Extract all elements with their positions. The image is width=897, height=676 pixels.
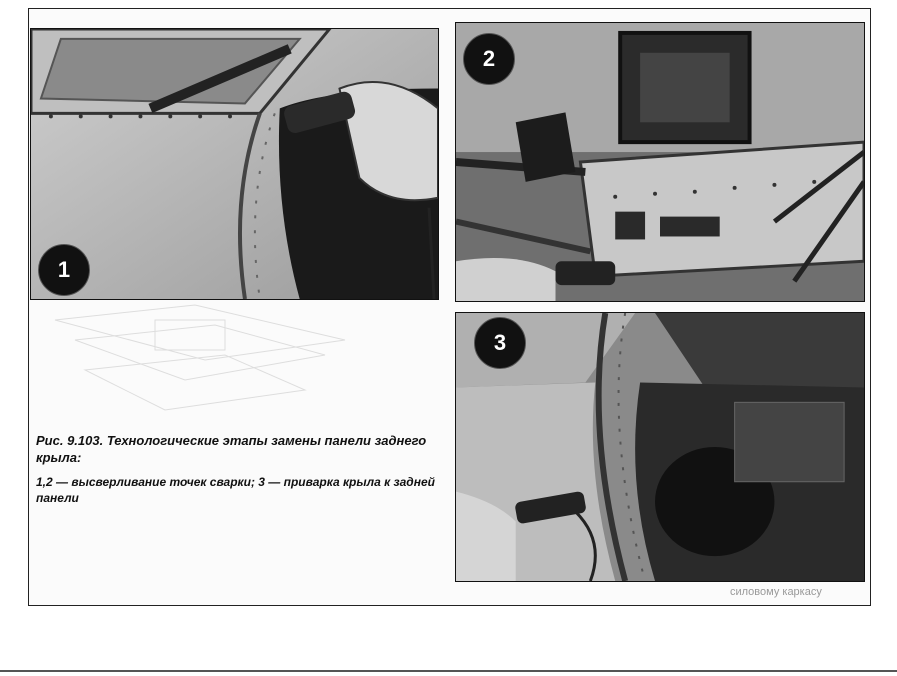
photo-panel-1 [30, 28, 439, 300]
bleed-through-drawing [45, 300, 355, 420]
photo-1-image [31, 29, 438, 299]
panel-number-badge: 2 [463, 33, 515, 85]
panel-number-badge: 3 [474, 317, 526, 369]
photo-panel-2 [455, 22, 865, 302]
bleed-through-text: силовому каркасу [730, 586, 822, 598]
caption-title: Рис. 9.103. Технологические этапы замены панели заднего крыла: [36, 433, 427, 465]
panel-number-badge: 1 [38, 244, 90, 296]
figure-caption [36, 432, 436, 506]
photo-panel-3 [455, 312, 865, 582]
caption-body: 1,2 — высверливание точек сварки; 3 — приварка крыла к задней панели [36, 475, 435, 505]
photo-2-image [456, 23, 864, 301]
bottom-rule [0, 670, 897, 672]
